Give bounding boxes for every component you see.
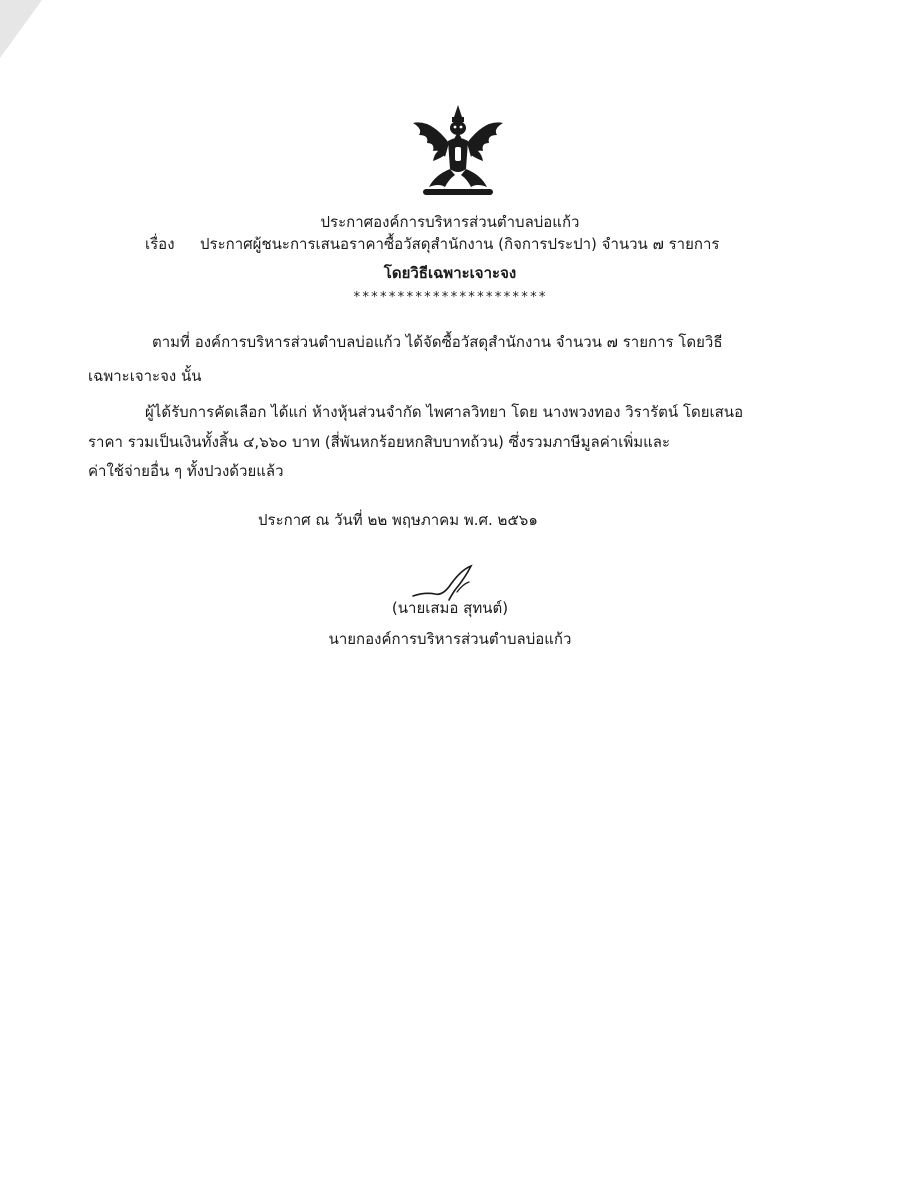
paragraph-1-line-1: ตามที่ องค์การบริหารส่วนตำบลบ่อแก้ว ได้จัดซื้อวัสดุสำนักงาน จำนวน ๗ รายการ โดยวิธี <box>152 333 723 351</box>
announcement-date: ประกาศ ณ วันที่ ๒๒ พฤษภาคม พ.ศ. ๒๕๖๑ <box>258 511 538 529</box>
scan-corner-shadow <box>0 0 60 60</box>
signatory-name: (นายเสมอ สุทนต์) <box>391 599 509 617</box>
paragraph-2-line-1: ผู้ได้รับการคัดเลือก ได้แก่ ห้างหุ้นส่วนจำกัด ไพศาลวิทยา โดย นางพวงทอง วิรารัตน์ โดยเสนอ <box>145 403 744 421</box>
paragraph-2-line-3: ค่าใช้จ่ายอื่น ๆ ทั้งปวงด้วยแล้ว <box>88 462 284 480</box>
subject-text: ประกาศผู้ชนะการเสนอราคาซื้อวัสดุสำนักงาน (กิจการประปา) จำนวน ๗ รายการ <box>200 235 720 253</box>
signatory-position: นายกองค์การบริหารส่วนตำบลบ่อแก้ว <box>328 630 572 648</box>
handwritten-signature-icon <box>405 562 485 602</box>
separator-line: ********************** <box>352 290 548 305</box>
subject-label: เรื่อง <box>145 235 175 253</box>
procurement-method: โดยวิธีเฉพาะเจาะจง <box>383 264 517 282</box>
paragraph-2-line-2: ราคา รวมเป็นเงินทั้งสิ้น ๔,๖๖๐ บาท (สี่พันหกร้อยหกสิบบาทถ้วน) ซึ่งรวมภาษีมูลค่าเพิ่มและ <box>88 433 671 451</box>
garuda-emblem-icon <box>405 103 511 205</box>
announcement-title: ประกาศองค์การบริหารส่วนตำบลบ่อแก้ว <box>320 213 580 231</box>
paragraph-1-line-2: เฉพาะเจาะจง นั้น <box>88 367 202 385</box>
